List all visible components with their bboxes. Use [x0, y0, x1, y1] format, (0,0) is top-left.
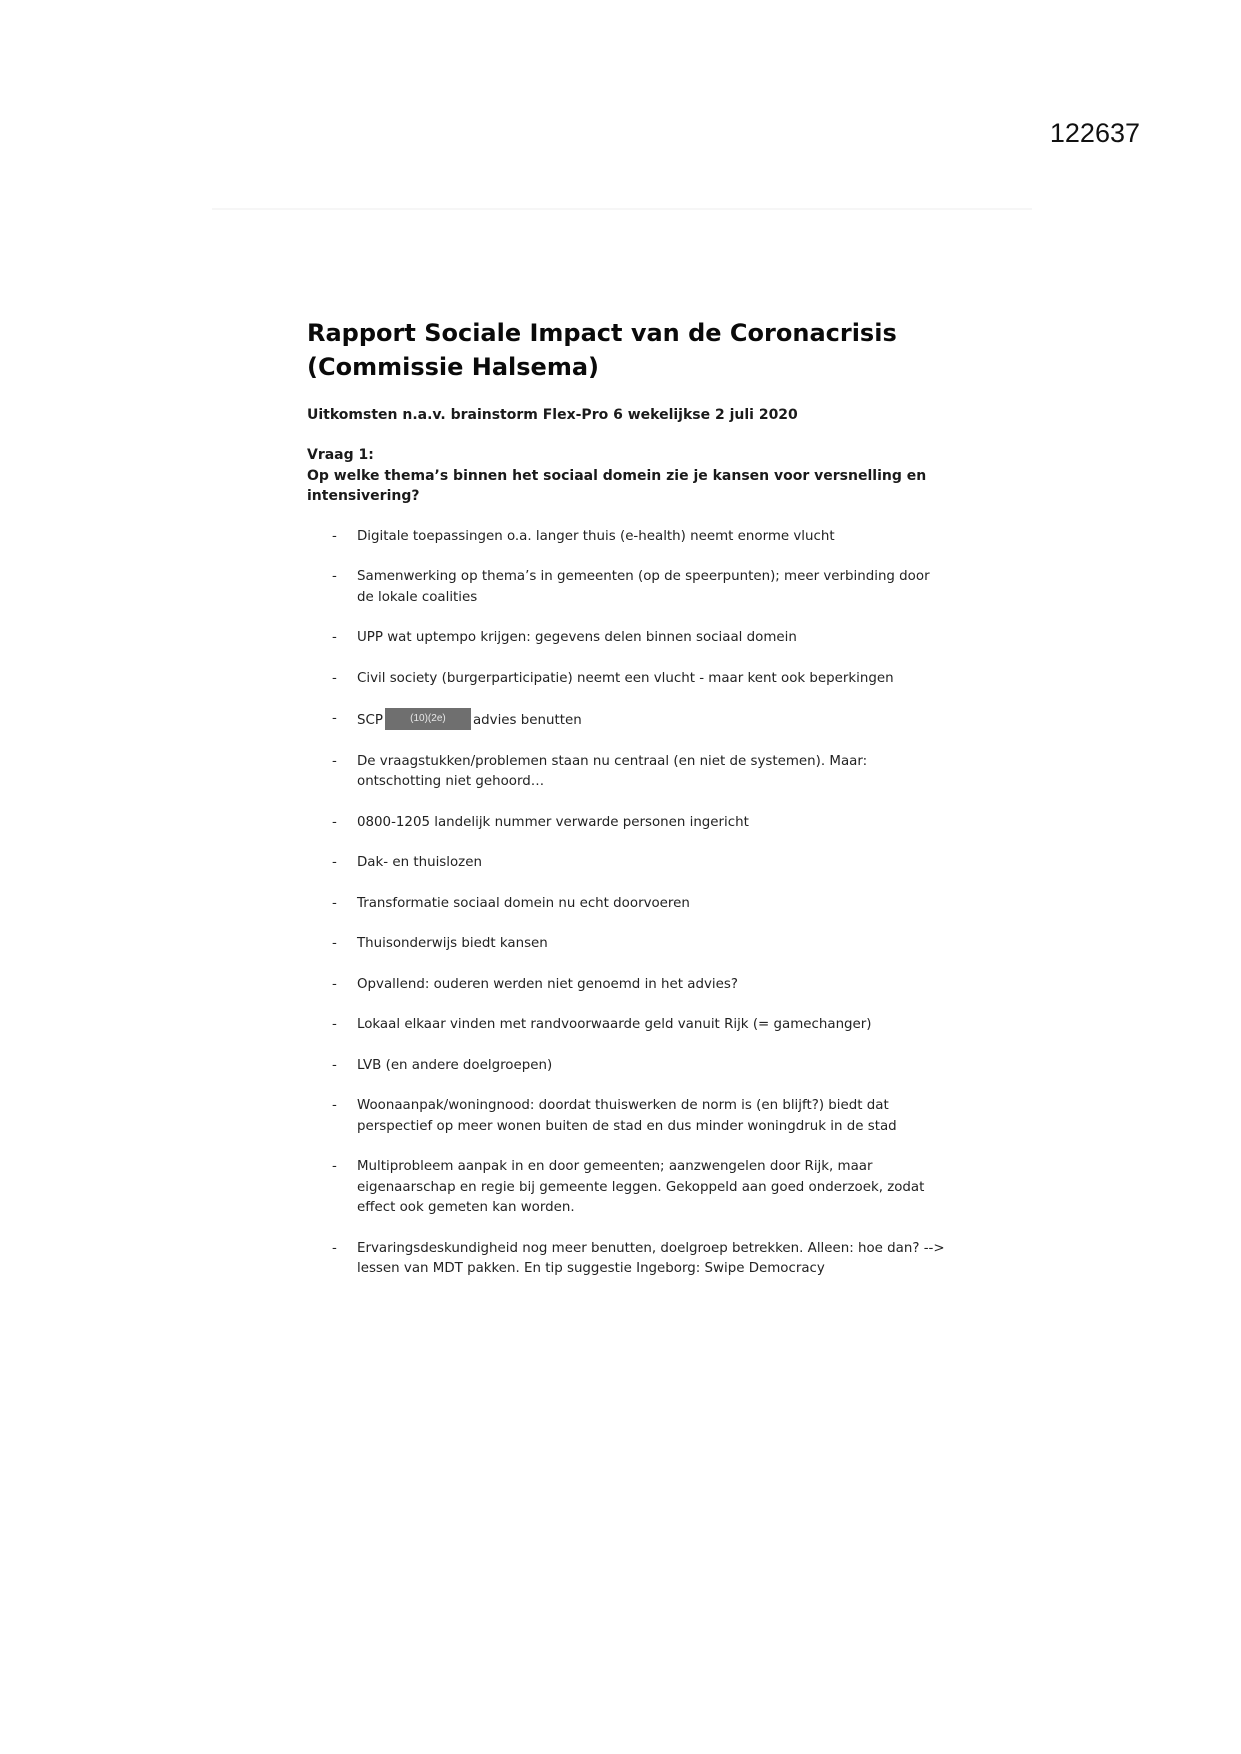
bullet-dash: - — [332, 753, 337, 769]
list-item: - De vraagstukken/problemen staan nu centraal (en niet de systemen). Maar: ontschotting niet gehoord… — [332, 753, 868, 789]
list-item: - Lokaal elkaar vinden met randvoorwaarde geld vanuit Rijk (= gamechanger) — [307, 1015, 947, 1036]
bullet-dash: - — [332, 855, 337, 870]
bullet-dash: - — [332, 711, 337, 726]
list-item: - Digitale toepassingen o.a. langer thuis (e-health) neemt enorme vlucht — [307, 527, 947, 548]
list-item: - Transformatie sociaal domein nu echt doorvoeren — [307, 894, 947, 915]
question-block — [307, 445, 947, 507]
scan-edge-line — [212, 208, 1032, 210]
list-item: - Opvallend: ouderen werden niet genoemd in het advies? — [307, 975, 947, 996]
bullet-dash: - — [332, 1017, 337, 1032]
question-text: Op welke thema’s binnen het sociaal domein zie je kansen voor versnelling en intensivering? — [307, 467, 927, 504]
list-item: - UPP wat uptempo krijgen: gegevens delen binnen sociaal domein — [307, 628, 947, 649]
bullet-dash: - — [332, 895, 337, 911]
document-subtitle: Uitkomsten n.a.v. brainstorm Flex-Pro 6 wekelijkse 2 juli 2020 — [307, 407, 798, 423]
redacted-item-before: SCP — [357, 713, 383, 728]
document-body — [307, 316, 947, 1300]
bullet-dash: - — [332, 630, 337, 645]
redacted-item-after: advies benutten — [472, 713, 582, 728]
bullet-dash: - — [332, 528, 337, 544]
list-item: - LVB (en andere doelgroepen) — [307, 1056, 947, 1077]
list-item: - Woonaanpak/woningnood: doordat thuiswerken de norm is (en blijft?) biedt dat perspectief op meer wonen buiten de stad en dus minder woningdruk in de stad — [332, 1098, 897, 1134]
list-item: - 0800-1205 landelijk nummer verwarde personen ingericht — [307, 813, 947, 834]
redaction-box: (10)(2e) — [385, 708, 471, 730]
title-line-1: Rapport Sociale Impact van de Coronacrisis — [307, 319, 897, 347]
list-item: - Multiprobleem aanpak in en door gemeenten; aanzwengelen door Rijk, maar eigenaarschap en regie bij gemeente leggen. Gekoppeld aan goed onderzoek, zodat effect ook gemeten kan worden. — [332, 1159, 925, 1215]
bullet-dash: - — [332, 976, 337, 992]
list-item: - Thuisonderwijs biedt kansen — [307, 934, 947, 955]
bullet-dash: - — [332, 1098, 337, 1113]
document-title — [307, 316, 947, 384]
question-label: Vraag 1: — [307, 447, 374, 463]
list-item: - Dak- en thuislozen — [307, 853, 947, 874]
list-item: - Samenwerking op thema’s in gemeenten (op de speerpunten); meer verbinding door de lokale coalities — [332, 569, 930, 605]
bullet-dash: - — [332, 1057, 337, 1073]
list-item-redacted — [307, 709, 947, 732]
bullet-dash: - — [332, 1240, 337, 1256]
list-item: - Civil society (burgerparticipatie) neemt een vlucht - maar kent ook beperkingen — [307, 669, 947, 690]
bullet-dash: - — [332, 814, 337, 830]
bullet-dash: - — [332, 569, 337, 584]
document-number: 122637 — [1049, 118, 1140, 148]
title-line-2: (Commissie Halsema) — [307, 353, 599, 381]
bullet-dash: - — [332, 936, 337, 951]
list-item: - Ervaringsdeskundigheid nog meer benutten, doelgroep betrekken. Alleen: hoe dan? --> lessen van MDT pakken. En tip suggestie Ingeborg: Swipe Democracy — [332, 1240, 945, 1276]
bullet-dash: - — [332, 1159, 337, 1174]
bullet-dash: - — [332, 670, 337, 686]
answer-list — [307, 527, 947, 1280]
